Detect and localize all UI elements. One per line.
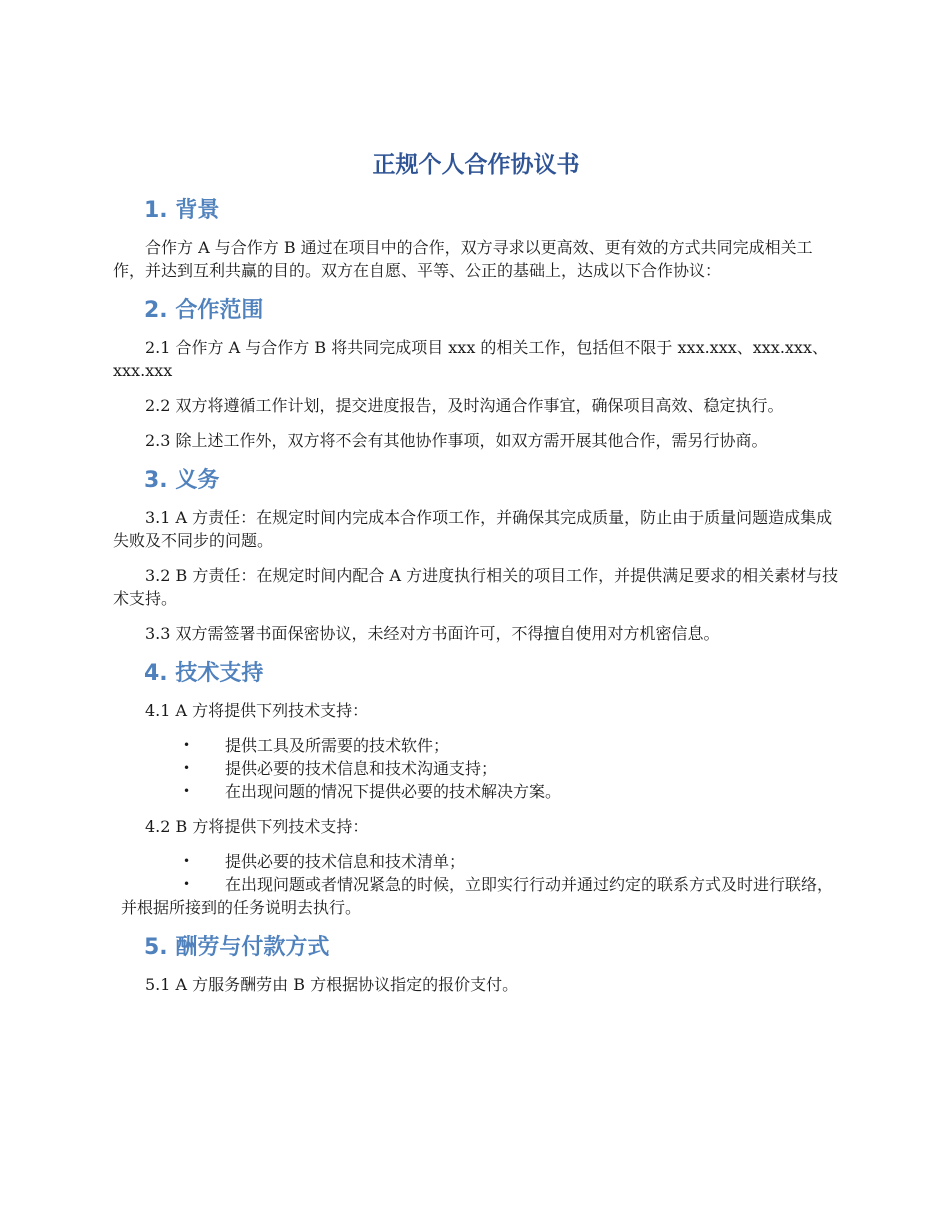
- list-item: [113, 873, 839, 919]
- paragraph: 3.1 A 方责任：在规定时间内完成本合作项工作，并确保其完成质量，防止由于质量问题造成集成失败及不同步的问题。: [113, 508, 833, 550]
- list-item: [113, 780, 839, 803]
- paragraph: 2.1 合作方 A 与合作方 B 将共同完成项目 xxx 的相关工作，包括但不限于 xxx.xxx、xxx.xxx、xxx.xxx: [113, 338, 828, 380]
- section-cooperation-scope: [113, 294, 839, 452]
- list-item-text: 提供必要的技术信息和技术沟通支持；: [225, 759, 498, 778]
- bullet-icon: •: [183, 784, 191, 798]
- section-payment: [113, 931, 839, 996]
- section-heading: 5. 酬劳与付款方式: [144, 935, 330, 960]
- bullet-icon: •: [183, 877, 191, 891]
- list-item-text: 在出现问题或者情况紧急的时候，立即实行行动并通过约定的联系方式及时进行联络，并根据所接到的任务说明去执行。: [121, 875, 834, 917]
- paragraph: 4.1 A 方将提供下列技术支持：: [145, 701, 369, 720]
- bullet-icon: •: [183, 761, 191, 775]
- paragraph: 2.3 除上述工作外，双方将不会有其他协作事项，如双方需开展其他合作，需另行协商。: [145, 431, 768, 450]
- list-item-text: 提供必要的技术信息和技术清单；: [225, 852, 466, 871]
- section-background: [113, 194, 839, 282]
- section-heading: 1. 背景: [144, 198, 220, 223]
- section-obligations: [113, 464, 839, 645]
- bullet-icon: •: [183, 738, 191, 752]
- bullet-icon: •: [183, 854, 191, 868]
- paragraph: 合作方 A 与合作方 B 通过在项目中的合作，双方寻求以更高效、更有效的方式共同完成相关工作，并达到互利共赢的目的。双方在自愿、平等、公正的基础上，达成以下合作协议：: [113, 238, 813, 280]
- list-item: [113, 850, 839, 873]
- section-technical-support: [113, 657, 839, 919]
- document-title: 正规个人合作协议书: [372, 152, 580, 178]
- section-heading: 2. 合作范围: [144, 298, 264, 323]
- list-item: [113, 757, 839, 780]
- paragraph: 5.1 A 方服务酬劳由 B 方根据协议指定的报价支付。: [145, 975, 519, 994]
- paragraph: 2.2 双方将遵循工作计划，提交进度报告，及时沟通合作事宜，确保项目高效、稳定执行。: [145, 396, 784, 415]
- paragraph: 3.3 双方需签署书面保密协议，未经对方书面许可，不得擅自使用对方机密信息。: [145, 624, 720, 643]
- paragraph: 4.2 B 方将提供下列技术支持：: [145, 817, 369, 836]
- list-item-text: 提供工具及所需要的技术软件；: [225, 736, 450, 755]
- bullet-list: [113, 850, 839, 919]
- section-heading: 4. 技术支持: [144, 661, 264, 686]
- list-item: [113, 734, 839, 757]
- paragraph: 3.2 B 方责任：在规定时间内配合 A 方进度执行相关的项目工作，并提供满足要求的相关素材与技术支持。: [113, 566, 839, 608]
- document-body: [113, 148, 839, 1003]
- section-heading: 3. 义务: [144, 468, 220, 493]
- list-item-text: 在出现问题的情况下提供必要的技术解决方案。: [225, 782, 562, 801]
- bullet-list: [113, 734, 839, 803]
